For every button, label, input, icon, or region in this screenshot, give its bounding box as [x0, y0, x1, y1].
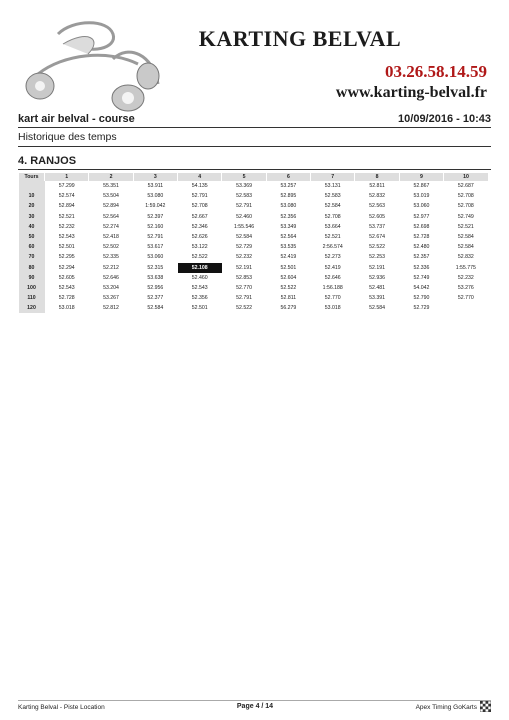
lap-time-cell: 56.279: [280, 305, 297, 312]
lap-time-cell: 52.501: [191, 305, 208, 312]
brand-name: KARTING BELVAL: [198, 26, 402, 51]
lap-time-cell: 52.584: [324, 203, 341, 210]
lap-time-cell: 1:56.188: [322, 284, 343, 291]
lap-time-cell: 52.418: [103, 234, 119, 241]
lap-time-cell: 52.698: [413, 223, 430, 230]
lap-time-cell: 52.377: [147, 295, 164, 302]
footer-divider: [18, 700, 491, 701]
lap-time-cell: 52.708: [324, 213, 341, 220]
table-row: [19, 181, 489, 191]
lap-time-cell: 52.977: [413, 213, 430, 220]
table-header-row: [19, 173, 489, 181]
lap-range-label: 40: [19, 222, 45, 232]
lap-time-cell: 52.564: [280, 234, 297, 241]
best-lap-cell: 52.108: [178, 263, 222, 273]
lap-time-cell: 54.042: [413, 284, 430, 291]
lap-time-cell: 52.605: [369, 213, 386, 220]
website-url: www.karting-belval.fr: [335, 84, 487, 101]
lap-time-cell: 53.257: [280, 183, 297, 190]
page-number: Page 4 / 14: [236, 703, 274, 710]
column-header: 10: [444, 173, 488, 181]
lap-time-cell: 52.604: [280, 274, 297, 281]
lap-time-cell: 52.543: [191, 284, 208, 291]
lap-time-cell: 52.728: [58, 295, 75, 302]
lap-time-cell: 52.460: [191, 274, 208, 281]
checkered-flag-icon: [480, 701, 491, 712]
lap-time-cell: 52.584: [147, 305, 164, 312]
column-header: 4: [178, 173, 222, 181]
lap-time-cell: 52.273: [324, 254, 341, 261]
lap-time-cell: 53.018: [324, 305, 341, 312]
lap-time-cell: 52.584: [369, 305, 386, 312]
lap-time-cell: 52.419: [280, 254, 297, 261]
lap-time-cell: 53.080: [280, 203, 297, 210]
lap-time-cell: 52.356: [191, 295, 208, 302]
lap-time-cell: 53.019: [413, 193, 430, 200]
divider: [18, 146, 491, 147]
column-header: 8: [355, 173, 399, 181]
lap-time-cell: 52.574: [58, 193, 75, 200]
lap-time-cell: 52.522: [280, 284, 297, 291]
lap-range-label: 120: [19, 303, 45, 313]
lap-time-cell: 52.729: [413, 305, 430, 312]
lap-time-cell: 52.790: [413, 295, 430, 302]
lap-time-cell: 53.911: [147, 183, 164, 190]
lap-time-cell: 52.749: [413, 274, 430, 281]
lap-time-cell: 52.605: [58, 274, 75, 281]
lap-time-cell: 53.504: [103, 193, 119, 200]
lap-range-label: 10: [19, 191, 45, 201]
lap-time-cell: 52.583: [324, 193, 341, 200]
lap-time-cell: 1:59.042: [145, 203, 166, 210]
lap-time-cell: 52.791: [147, 234, 164, 241]
lap-time-cell: 53.535: [280, 244, 297, 251]
lap-time-cell: 52.770: [236, 284, 252, 291]
lap-time-cell: 53.080: [147, 193, 164, 200]
lap-time-cell: 52.687: [457, 183, 474, 190]
event-title: kart air belval - course: [18, 113, 135, 125]
table-row: [19, 283, 489, 293]
lap-time-cell: 52.894: [103, 203, 119, 210]
lap-time-cell: 52.811: [280, 295, 297, 302]
lap-time-cell: 52.480: [413, 244, 430, 251]
lap-time-cell: 52.356: [280, 213, 297, 220]
table-row: [19, 191, 489, 201]
lap-time-cell: 52.521: [457, 223, 474, 230]
lap-time-cell: 52.584: [236, 234, 252, 241]
table-row: [19, 201, 489, 211]
event-header: [18, 113, 491, 131]
phone-number: 03.26.58.14.59: [385, 62, 487, 81]
event-datetime: 10/09/2016 - 10:43: [398, 113, 491, 125]
lap-time-cell: 52.502: [103, 244, 119, 251]
lap-range-label: 20: [19, 201, 45, 211]
lap-time-cell: 52.522: [236, 305, 252, 312]
table-row: [19, 212, 489, 222]
lap-time-cell: 52.232: [457, 274, 474, 281]
lap-time-cell: 52.584: [457, 244, 474, 251]
lap-time-cell: 52.667: [191, 213, 208, 220]
lap-time-cell: 52.936: [369, 274, 386, 281]
lap-time-cell: 52.729: [236, 244, 252, 251]
lap-time-cell: 52.708: [191, 203, 208, 210]
lap-time-cell: 52.543: [58, 234, 75, 241]
lap-time-cell: 52.294: [58, 264, 75, 271]
lap-time-cell: 52.832: [369, 193, 386, 200]
lap-time-cell: 52.521: [58, 213, 75, 220]
lap-time-cell: 52.481: [369, 284, 386, 291]
lap-time-cell: 52.791: [236, 295, 252, 302]
lap-time-cell: 52.522: [191, 254, 208, 261]
lap-time-cell: [444, 303, 488, 313]
lap-time-cell: 53.638: [147, 274, 164, 281]
lap-range-label: 50: [19, 232, 45, 242]
table-row: [19, 252, 489, 262]
lap-time-cell: 54.135: [191, 183, 208, 190]
lap-time-cell: 52.626: [191, 234, 208, 241]
lap-time-cell: 57.299: [58, 183, 75, 190]
driver-name: 4. RANJOS: [18, 155, 77, 167]
lap-time-cell: 52.584: [457, 234, 474, 241]
lap-time-cell: 52.564: [103, 213, 119, 220]
lap-time-cell: 52.191: [236, 264, 252, 271]
column-header: 6: [266, 173, 310, 181]
lap-time-cell: 52.397: [147, 213, 164, 220]
lap-time-cell: 53.276: [457, 284, 474, 291]
lap-times-table: [18, 173, 488, 313]
lap-range-label: 90: [19, 273, 45, 283]
lap-time-cell: 53.060: [413, 203, 430, 210]
divider: [18, 169, 491, 170]
footer-software: Apex Timing GoKarts: [415, 704, 477, 711]
lap-time-cell: 52.419: [324, 264, 341, 271]
lap-time-cell: 52.895: [280, 193, 297, 200]
lap-time-cell: 52.191: [369, 264, 386, 271]
lap-time-cell: 52.646: [103, 274, 119, 281]
table-row: [19, 293, 489, 303]
table-row: [19, 263, 489, 273]
lap-time-cell: 52.956: [147, 284, 164, 291]
lap-time-cell: 52.894: [58, 203, 75, 210]
lap-time-cell: 55.351: [103, 183, 119, 190]
footer-venue: Karting Belval - Piste Location: [18, 704, 105, 711]
lap-time-cell: 1:55.546: [233, 223, 255, 230]
lap-time-cell: 53.737: [369, 223, 386, 230]
divider: [18, 127, 491, 128]
lap-time-cell: 52.791: [191, 193, 208, 200]
lap-time-cell: 53.369: [236, 183, 252, 190]
table-row: [19, 273, 489, 283]
lap-time-cell: 52.563: [369, 203, 386, 210]
go-kart-logo-icon: [18, 14, 168, 114]
lap-time-cell: 52.708: [457, 203, 474, 210]
lap-time-cell: 53.664: [324, 223, 341, 230]
lap-time-cell: 53.122: [191, 244, 208, 251]
table-row: [19, 303, 489, 313]
lap-time-cell: 52.812: [103, 305, 119, 312]
lap-time-cell: 52.460: [236, 213, 252, 220]
column-header: 5: [222, 173, 266, 181]
lap-time-cell: 52.708: [457, 193, 474, 200]
table-row: [19, 232, 489, 242]
column-header: 3: [133, 173, 177, 181]
lap-time-cell: 52.212: [103, 264, 119, 271]
lap-time-cell: 53.131: [324, 183, 341, 190]
lap-time-cell: 52.501: [58, 244, 75, 251]
lap-time-cell: 53.060: [147, 254, 164, 261]
lap-time-cell: 2:56.574: [322, 244, 343, 251]
lap-time-cell: 52.295: [58, 254, 75, 261]
lap-time-cell: 52.791: [236, 203, 252, 210]
column-header: 9: [399, 173, 443, 181]
table-row: [19, 242, 489, 252]
lap-time-cell: 52.232: [236, 254, 252, 261]
lap-time-cell: 53.391: [369, 295, 386, 302]
lap-time-cell: 52.583: [236, 193, 252, 200]
lap-range-label: [19, 181, 45, 191]
page-subtitle: Historique des temps: [18, 131, 117, 143]
lap-time-cell: 52.522: [369, 244, 386, 251]
lap-time-cell: 52.770: [324, 295, 341, 302]
lap-time-cell: 52.543: [58, 284, 75, 291]
lap-time-cell: 52.853: [236, 274, 252, 281]
lap-time-cell: 52.253: [369, 254, 386, 261]
lap-time-cell: 52.811: [369, 183, 385, 190]
lap-time-cell: 52.232: [58, 223, 75, 230]
lap-time-cell: 53.617: [147, 244, 164, 251]
corner-label: Tours: [19, 173, 45, 181]
lap-time-cell: 1:55.775: [455, 264, 476, 271]
lap-time-cell: 52.336: [413, 264, 430, 271]
column-header: 2: [89, 173, 133, 181]
lap-time-cell: 52.501: [280, 264, 297, 271]
lap-time-cell: 53.018: [58, 305, 75, 312]
lap-time-cell: 53.349: [280, 223, 297, 230]
lap-time-cell: 52.357: [413, 254, 430, 261]
lap-time-cell: 52.674: [369, 234, 386, 241]
lap-time-cell: 52.274: [103, 223, 119, 230]
lap-time-cell: 53.204: [103, 284, 119, 291]
lap-time-cell: 52.346: [191, 223, 208, 230]
lap-time-cell: 52.832: [457, 254, 474, 261]
lap-range-label: 60: [19, 242, 45, 252]
column-header: 1: [45, 173, 89, 181]
lap-time-cell: 52.335: [103, 254, 119, 261]
lap-time-cell: 52.521: [324, 234, 341, 241]
lap-time-cell: 52.867: [413, 183, 430, 190]
lap-range-label: 110: [19, 293, 45, 303]
lap-time-cell: 52.728: [413, 234, 430, 241]
table-row: [19, 222, 489, 232]
lap-time-cell: 52.315: [147, 264, 164, 271]
lap-time-cell: 52.160: [147, 223, 164, 230]
lap-time-cell: 53.267: [103, 295, 119, 302]
column-header: 7: [311, 173, 355, 181]
lap-time-cell: 52.749: [457, 213, 474, 220]
lap-range-label: 70: [19, 252, 45, 262]
lap-range-label: 30: [19, 212, 45, 222]
lap-range-label: 100: [19, 283, 45, 293]
lap-time-cell: 52.770: [457, 295, 474, 302]
lap-time-cell: 52.646: [324, 274, 341, 281]
lap-range-label: 80: [19, 263, 45, 273]
